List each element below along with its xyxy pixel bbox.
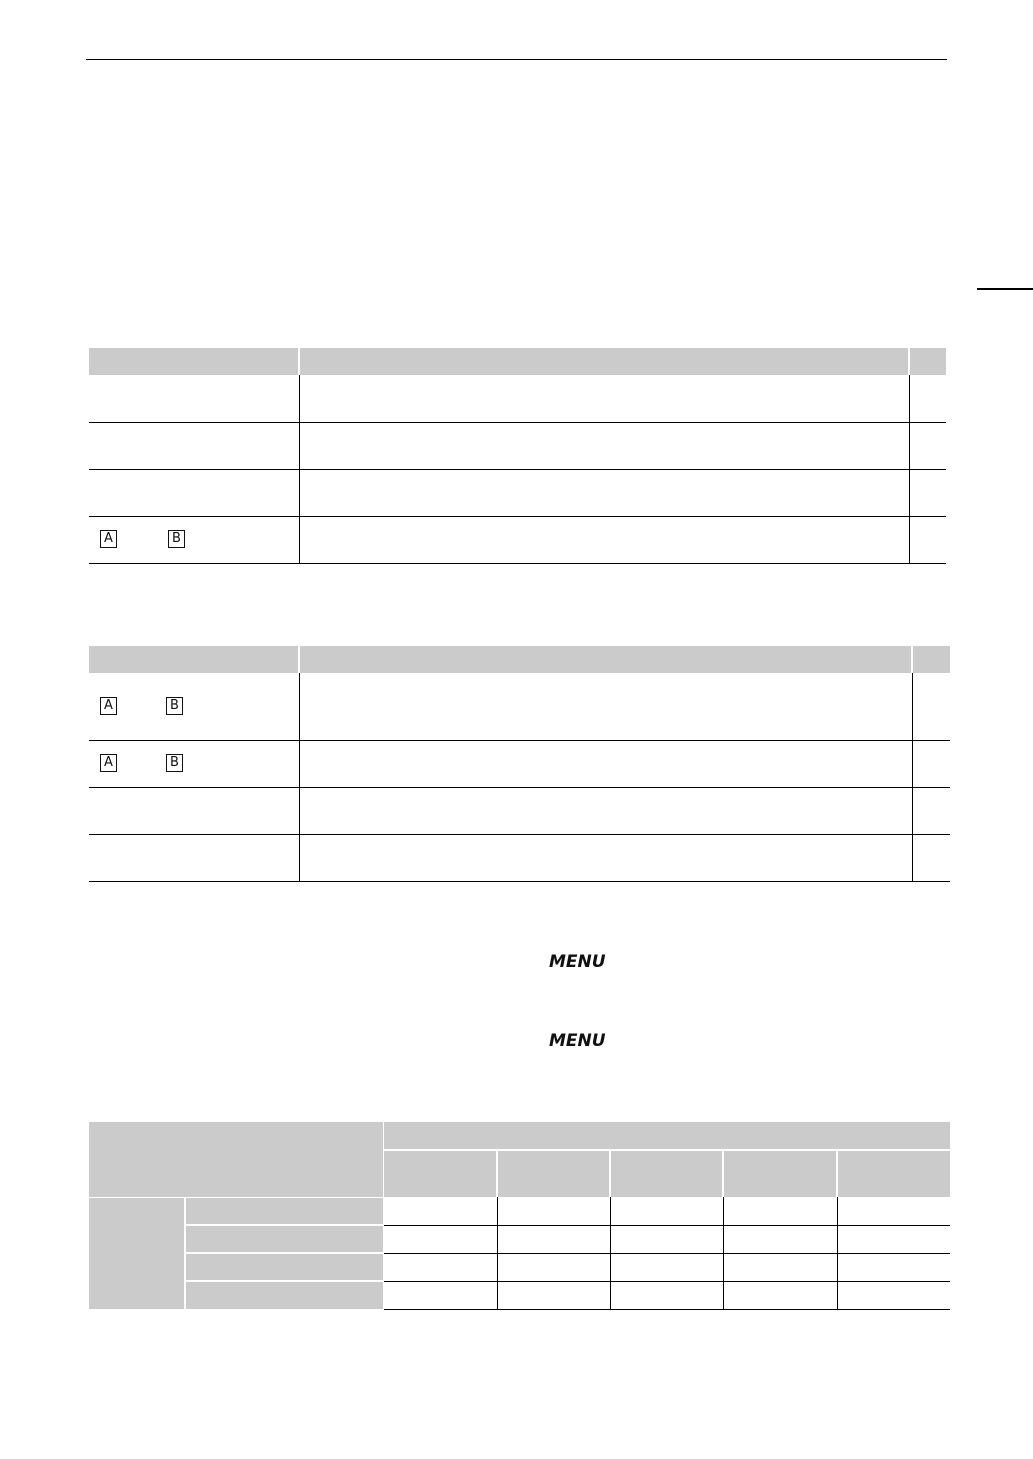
table-3-row-divider [384, 1225, 950, 1226]
table-3-row-divider [384, 1253, 950, 1254]
slot-a-icon: A [100, 754, 117, 772]
table-3-row-divider [384, 1281, 950, 1282]
header-rule [86, 59, 947, 60]
table-2-row-divider [89, 787, 950, 788]
table-1-header-row [89, 348, 946, 375]
table-1-row-divider [89, 469, 946, 470]
slot-b-icon: B [168, 530, 185, 548]
table-3-bottom [384, 1309, 950, 1310]
menu-button-icon: MENU [549, 1031, 606, 1051]
slot-a-icon: A [100, 697, 117, 715]
table-2-bottom [89, 881, 950, 882]
table-3-row-label [186, 1254, 383, 1280]
chapter-tab-marker [977, 288, 1033, 290]
table-2-header-row [89, 646, 950, 673]
slot-b-icon: B [166, 697, 183, 715]
slot-a-icon: A [100, 530, 117, 548]
table-1-bottom [89, 563, 946, 564]
table-2-row-divider [89, 740, 950, 741]
table-2-row-divider [89, 834, 950, 835]
table-3-row-label [186, 1198, 383, 1224]
table-3-group-header [384, 1122, 950, 1149]
table-3-row-group-header [89, 1198, 184, 1309]
table-3-corner-header [89, 1122, 383, 1197]
slot-b-icon: B [166, 754, 183, 772]
table-1-row-divider [89, 422, 946, 423]
table-3-row-label [186, 1226, 383, 1252]
table-3-row-label [186, 1282, 383, 1309]
table-1-row-divider [89, 516, 946, 517]
table-3-subheader-row [384, 1151, 950, 1197]
menu-button-icon: MENU [549, 952, 606, 972]
